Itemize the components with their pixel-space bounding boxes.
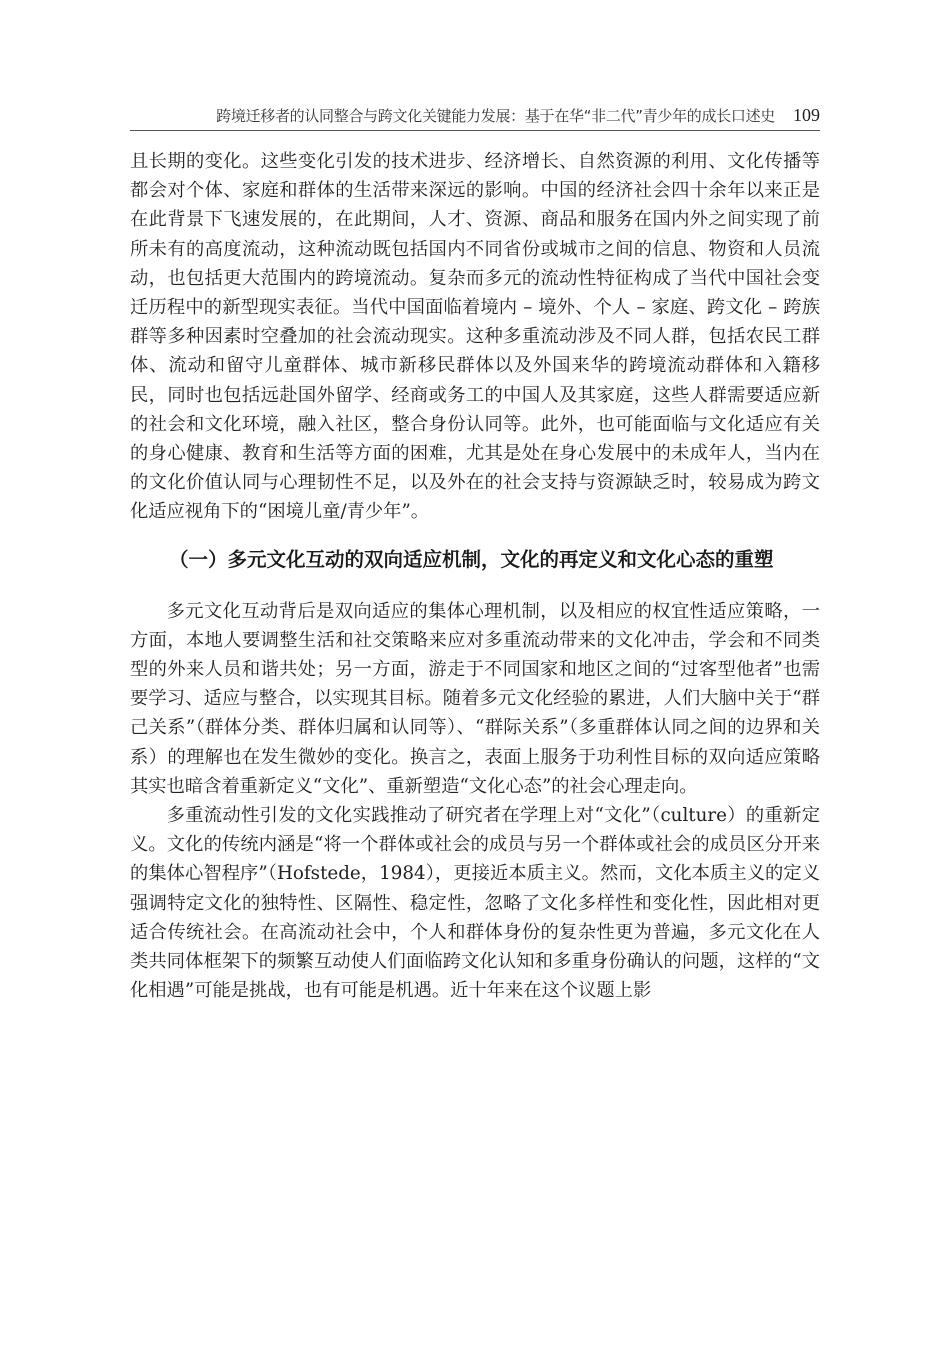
- body-text: [130, 147, 820, 1005]
- page-number: 109: [793, 104, 820, 125]
- paragraph: 多重流动性引发的文化实践推动了研究者在学理上对“文化”（culture）的重新定义。文化的传统内涵是“将一个群体或社会的成员与另一个群体或社会的成员区分开来的集体心智程序”（Hofstede，1984），更接近本质主义。然而，文化本质主义的定义强调特定文化的独特性、区隔性、稳定性，忽略了文化多样性和变化性，因此相对更适合传统社会。在高流动社会中，个人和群体身份的复杂性更为普遍，多元文化在人类共同体框架下的频繁互动使人们面临跨文化认知和多重身份确认的问题，这样的“文化相遇”可能是挑战，也有可能是机遇。近十年来在这个议题上影: [130, 805, 820, 1002]
- paragraph: 多元文化互动背后是双向适应的集体心理机制，以及相应的权宜性适应策略，一方面，本地人要调整生活和社交策略来应对多重流动带来的文化冲击，学会和不同类型的外来人员和谐共处；另一方面，游走于不同国家和地区之间的“过客型他者”也需要学习、适应与整合，以实现其目标。随着多元文化经验的累进，人们大脑中关于“群己关系”（群体分类、群体归属和认同等）、“群际关系”（多重群体认同之间的边界和关系）的理解也在发生微妙的变化。换言之，表面上服务于功利性目标的双向适应策略其实也暗含着重新定义“文化”、重新塑造“文化心态”的社会心理走向。: [130, 600, 820, 797]
- paragraph-continued: 且长期的变化。这些变化引发的技术进步、经济增长、自然资源的利用、文化传播等都会对个体、家庭和群体的生活带来深远的影响。中国的经济社会四十余年以来正是在此背景下飞速发展的，在此期间，人才、资源、商品和服务在国内外之间实现了前所未有的高度流动，这种流动既包括国内不同省份或城市之间的信息、物资和人员流动，也包括更大范围内的跨境流动。复杂而多元的流动性特征构成了当代中国社会变迁历程中的新型现实表征。当代中国面临着境内 – 境外、个人 – 家庭、跨文化 – 跨族群等多种因素时空叠加的社会流动现实。这种多重流动涉及不同人群，包括农民工群体、流动和留守儿童群体、城市新移民群体以及外国来华的跨境流动群体和入籍移民，同时也包括远赴国外留学、经商或务工的中国人及其家庭，这些人群需要适应新的社会和文化环境，融入社区，整合身份认同等。此外，也可能面临与文化适应有关的身心健康、教育和生活等方面的困难，尤其是处在身心发展中的未成年人，当内在的文化价值认同与心理韧性不足，以及外在的社会支持与资源缺乏时，较易成为跨文化适应视角下的“困境儿童/青少年”。: [130, 151, 820, 523]
- running-header: [130, 100, 820, 131]
- running-title: 跨境迁移者的认同整合与跨文化关键能力发展：基于在华“非二代”青少年的成长口述史: [216, 106, 775, 125]
- section-heading: （一）多元文化互动的双向适应机制，文化的再定义和文化心态的重塑: [169, 547, 774, 571]
